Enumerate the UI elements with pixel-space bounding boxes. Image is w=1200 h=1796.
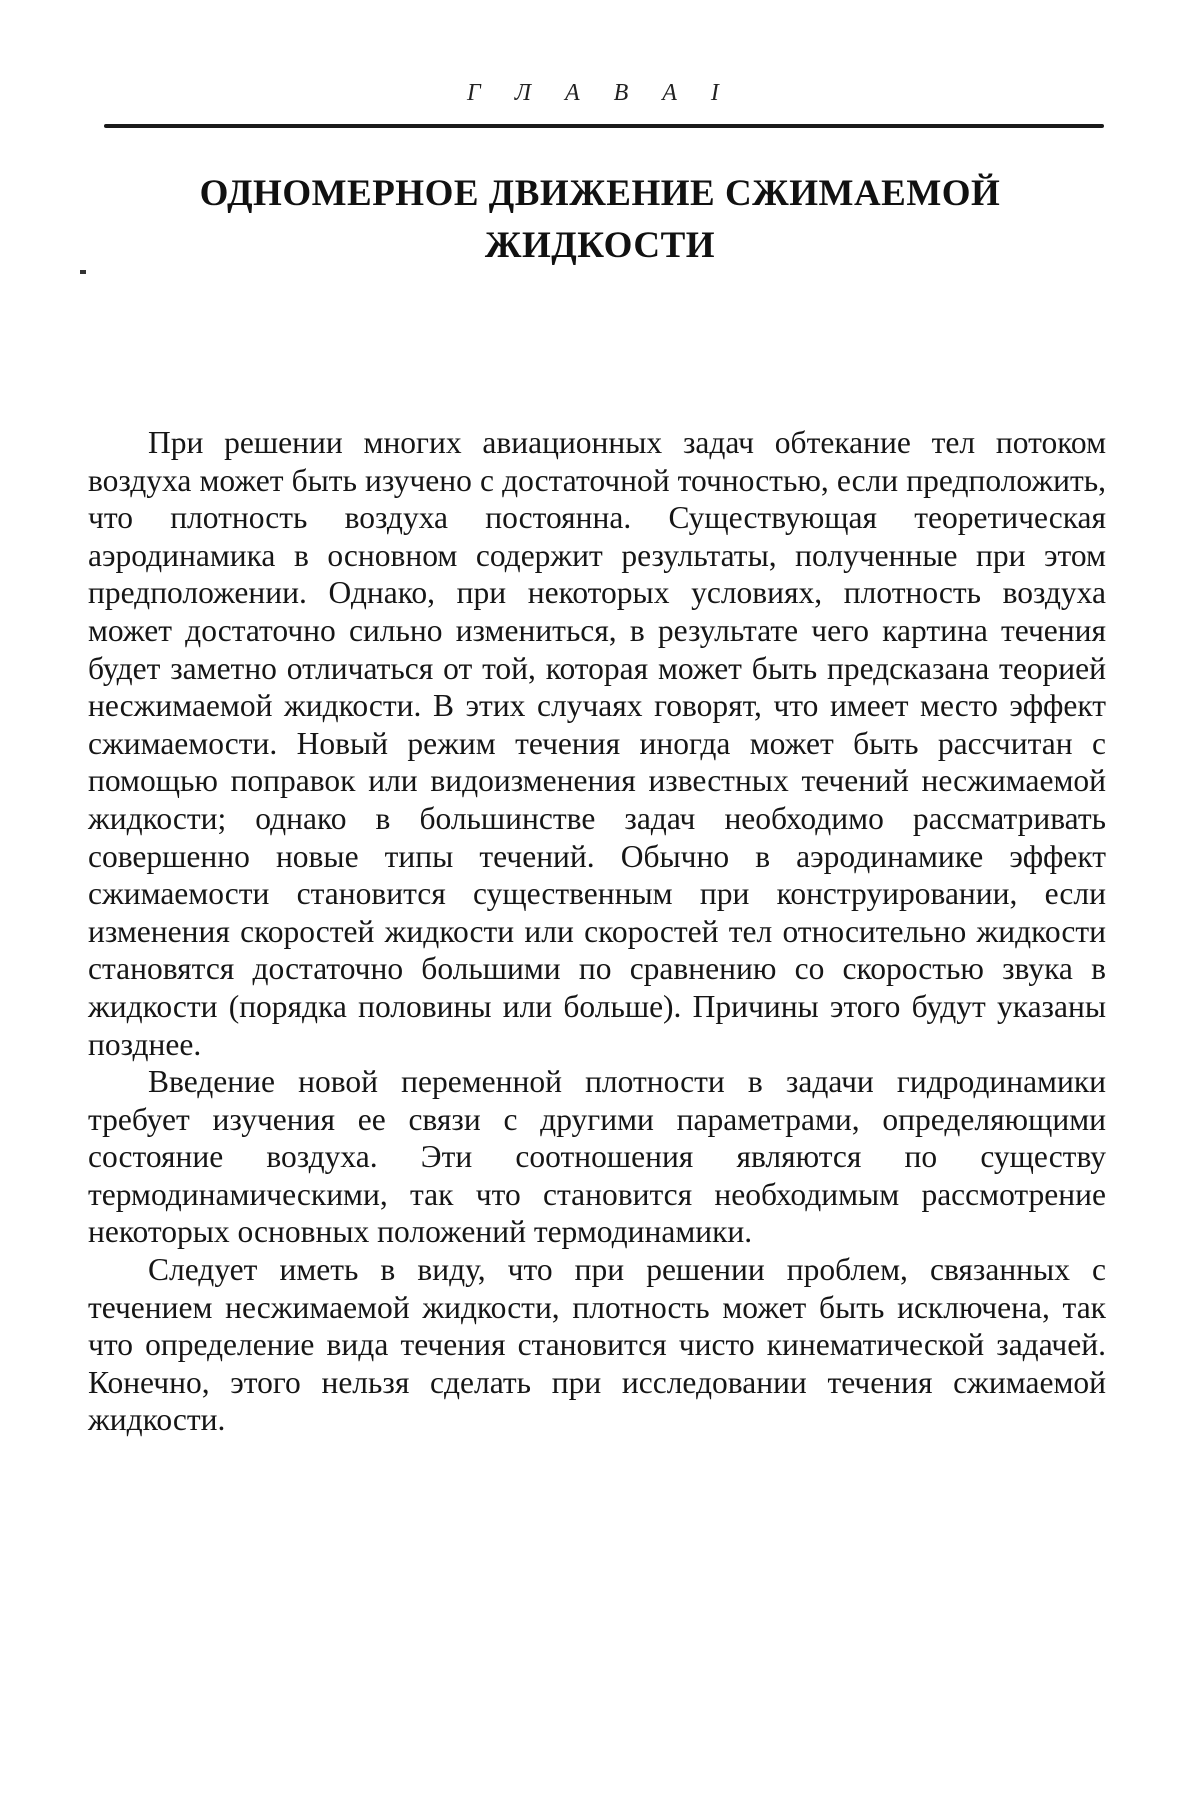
running-head: Г Л А В А I [467,80,733,106]
paragraph-3: Следует иметь в виду, что при решении проблем, связанных с течением несжимаемой жидкости, плотность может быть исключена, так что определение вида течения становится чисто кинематической задачей. Конечно, этого нельзя сделать при исследовании течения сжимаемой жидкости. [88,1252,1106,1438]
header-rule [104,124,1104,128]
chapter-title-line-2: ЖИДКОСТИ [484,225,716,266]
chapter-title-line-1: ОДНОМЕРНОЕ ДВИЖЕНИЕ СЖИМАЕМОЙ [199,173,1001,214]
paragraph-2: Введение новой переменной плотности в задачи гидродинамики требует изучения ее связи с другими параметрами, определяющими состояние воздуха. Эти соотношения являются по существу термодинамическими, так что становится необходимым рассмотрение некоторых основных положений термодинамики. [88,1064,1106,1250]
chapter-title [160,168,1040,272]
paragraph-1: При решении многих авиационных задач обтекание тел потоком воздуха может быть изучено с достаточной точностью, если предположить, что плотность воздуха постоянна. Существующая теоретическая аэродинамика в основном содержит результаты, полученные при этом предположении. Однако, при некоторых условиях, плотность воздуха может достаточно сильно измениться, в результате чего картина течения будет заметно отличаться от той, которая может быть предсказана теорией несжимаемой жидкости. В этих случаях говорят, что имеет место эффект сжимаемости. Новый режим течения иногда может быть рассчитан с помощью поправок или видоизменения известных течений несжимаемой жидкости; однако в большинстве задач необходимо рассматривать совершенно новые типы течений. Обычно в аэродинамике эффект сжимаемости становится существенным при конструировании, если изменения скоростей жидкости или скоростей тел относительно жидкости становятся достаточно большими по сравнению со скоростью звука в жидкости (порядка половины или больше). Причины этого будут указаны позднее. [88,425,1106,1062]
scan-artifact [80,270,86,274]
body-text [88,424,1106,1439]
